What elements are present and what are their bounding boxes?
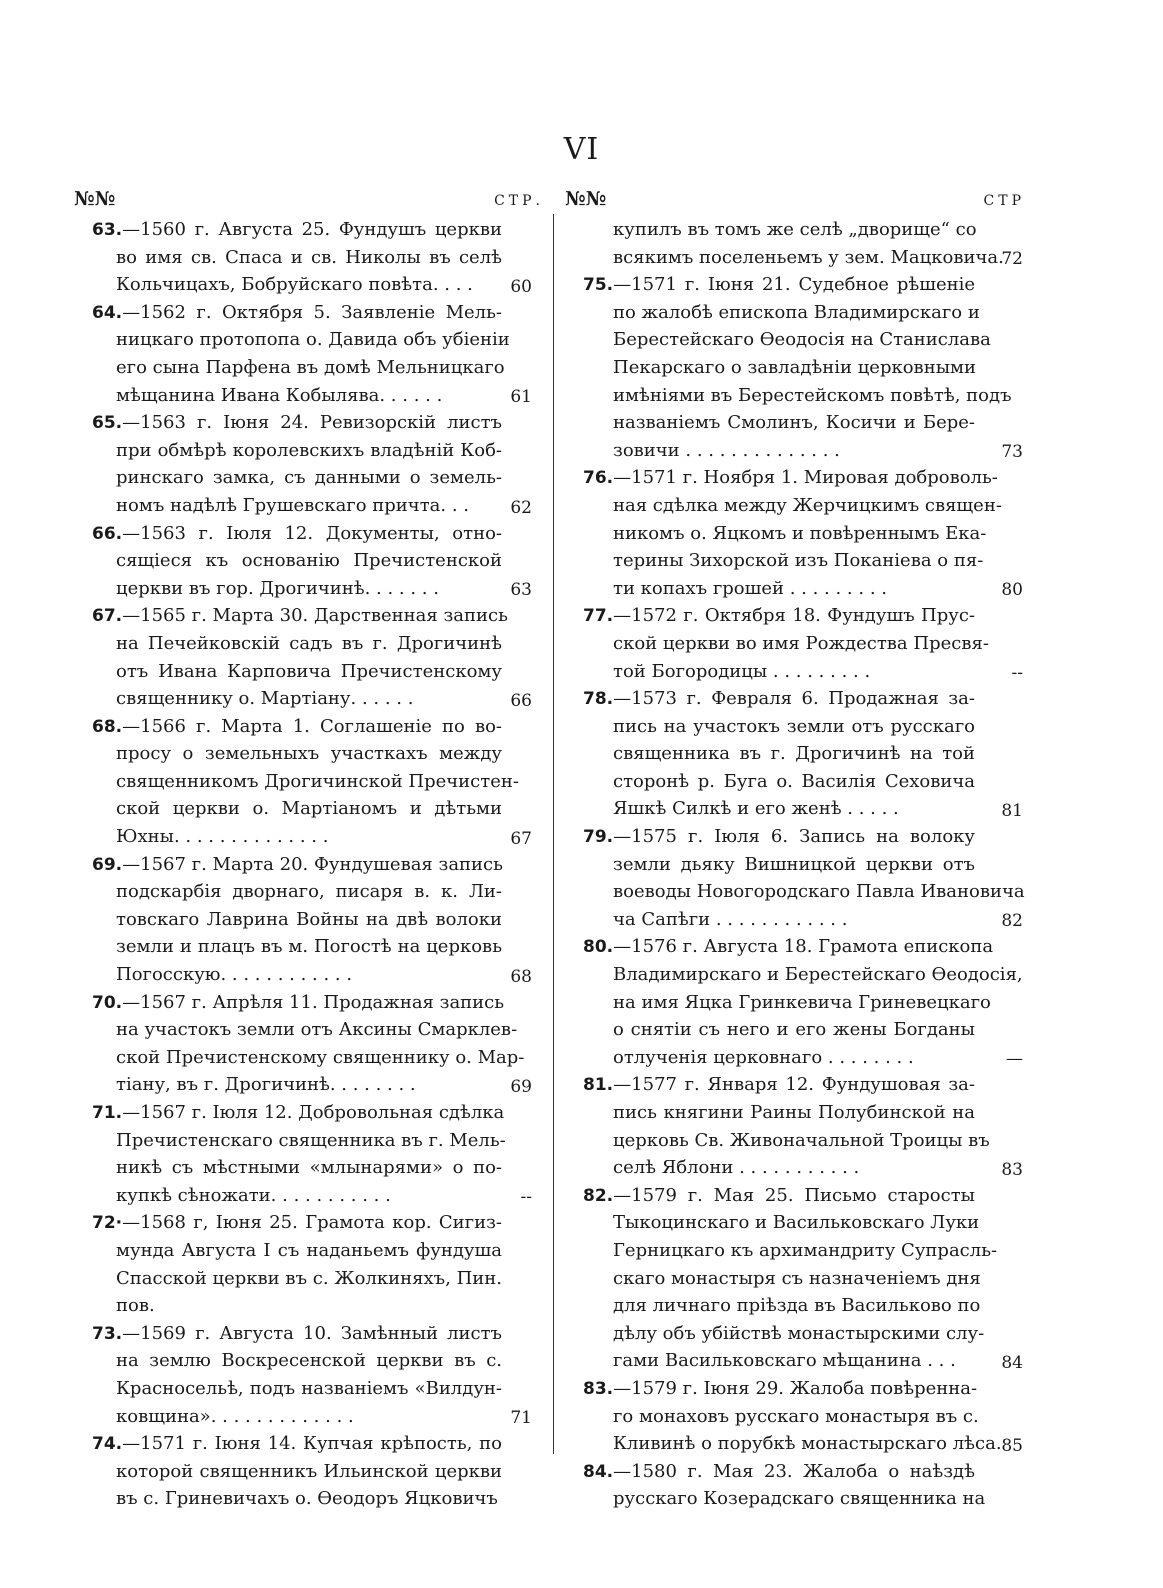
entry-text: ницкаго протопопа о. Давида объ убіеніи [116, 329, 510, 351]
entry-number: 66. [92, 523, 123, 544]
entry-line [74, 271, 502, 299]
toc-entry [74, 1320, 544, 1430]
entry-text: ской церкви о. Мартіаномъ и дѣтьми [116, 798, 502, 820]
toc-entry [565, 271, 1025, 464]
entry-text: никѣ съ мѣстными «млынарями» о по- [116, 1157, 502, 1179]
entry-text: Кольчицахъ, Бобруйскаго повѣта. . . . [116, 274, 473, 296]
toc-entry [565, 1182, 1025, 1375]
entry-text: русскаго Козерадскаго священника на [613, 1488, 986, 1510]
entry-text: всякимъ поселеньемъ у зем. Мацковича. [613, 246, 1004, 268]
entry-number: 79. [583, 827, 614, 848]
entry-text: го монаховъ русскаго монастыря въ с. [613, 1405, 979, 1427]
entry-text: —1569 г. Августа 10. Замѣнный листъ [122, 1322, 502, 1344]
entry-line [565, 768, 975, 796]
entry-page-number: 61 [510, 387, 532, 408]
entry-line [74, 492, 502, 520]
toc-entry [74, 1209, 544, 1319]
entry-line [565, 1209, 980, 1237]
entry-text: —1573 г. Февраля 6. Продажная за- [613, 688, 975, 710]
entry-text: Пречистенскаго священника въ г. Мель- [116, 1129, 506, 1151]
entry-number: 84. [583, 1461, 614, 1482]
entry-page-number: 63 [510, 580, 532, 601]
entry-line [565, 1458, 975, 1486]
entry-page-number: 81 [1001, 801, 1023, 822]
entry-text: его сына Парфена въ домѣ Мельницкаго [116, 356, 505, 378]
entry-page-number: — [1006, 1049, 1023, 1070]
toc-entry [565, 823, 1025, 933]
entry-text: купилъ въ томъ же селѣ „дворище“ со [613, 219, 977, 240]
entry-text: просу о земельныхъ участкахъ между [116, 743, 502, 765]
entry-line [74, 1430, 502, 1458]
entry-line [565, 575, 975, 603]
entry-page-number: 60 [510, 276, 532, 297]
toc-entry [565, 1458, 1025, 1513]
entry-text: —1572 г. Октября 18. Фундушъ Прус- [613, 605, 975, 627]
entry-text: на имя Яцка Гринкевича Гриневецкаго [613, 991, 991, 1013]
entry-text: —1576 г. Августа 18. Грамота епископа [613, 936, 994, 958]
toc-entry [74, 602, 544, 712]
entry-page-number: 72 [1001, 249, 1023, 270]
entry-text: въ с. Гриневичахъ о. Ѳеодоръ Яцковичъ [116, 1488, 498, 1510]
entry-text: селѣ Яблони . . . . . . . . . . . [613, 1157, 860, 1179]
entry-line [74, 1154, 502, 1182]
toc-entry [74, 989, 544, 1099]
entry-text: —1571 г. Ноября 1. Мировая доброволь- [613, 467, 998, 489]
entry-line [565, 1182, 975, 1210]
entry-number: 63. [92, 220, 123, 240]
entry-line [74, 768, 519, 796]
entry-line [74, 437, 502, 465]
entry-line [74, 823, 502, 851]
entry-text: священникомъ Дрогичинской Пречистен- [116, 770, 519, 792]
entry-text: сторонѣ р. Буга о. Василія Сеховича [613, 770, 975, 792]
entry-page-number: 66 [510, 690, 532, 711]
entry-line [74, 713, 502, 741]
entry-text: отъ Ивана Карповича Пречистенскому [116, 660, 502, 682]
entry-line [565, 1292, 981, 1320]
toc-entry [565, 1375, 1025, 1458]
entry-text: Берестейскаго Ѳеодосія на Станислава [613, 329, 991, 351]
entry-text: номъ надѣлѣ Грушевскаго причта. . . [116, 494, 470, 516]
entry-text: —1579 г. Мая 25. Письмо старосты [613, 1184, 975, 1206]
entry-line [565, 1071, 975, 1099]
entry-text: церкви въ гор. Дрогичинѣ. . . . . . . [116, 577, 439, 599]
entry-number: 64. [92, 302, 123, 323]
entry-line [74, 575, 502, 603]
toc-entry [565, 464, 1025, 602]
toc-entry [74, 520, 544, 603]
right-number-label: №№ [565, 188, 607, 210]
entry-text: Погосскую. . . . . . . . . . . . [116, 964, 353, 986]
entry-text: на землю Воскресенской церкви въ с. [116, 1350, 502, 1372]
entry-text: при обмѣрѣ королевскихъ владѣній Коб- [116, 439, 502, 461]
entry-text: —1568 г, Іюня 25. Грамота кор. Сигиз- [122, 1212, 502, 1234]
toc-entry [565, 216, 1025, 271]
entry-text: церковь Св. Живоначальной Троицы въ [613, 1129, 990, 1151]
entry-number: 82. [583, 1185, 614, 1206]
entry-text: ная сдѣлка между Жерчицкимъ священ- [613, 494, 1002, 516]
entry-line [565, 271, 975, 299]
entry-line [565, 878, 1025, 906]
entry-number: 81. [583, 1075, 614, 1096]
entry-line [74, 1265, 502, 1293]
entry-line [565, 492, 1002, 520]
entry-text: воеводы Новогородскаго Павла Ивановича [613, 881, 1025, 903]
entry-text: имѣніями въ Берестейскомъ повѣтѣ, подъ [613, 384, 1012, 406]
entry-line [74, 354, 505, 382]
right-entry-list [565, 216, 1025, 1513]
page-number: VI [563, 132, 600, 167]
entry-number: 71. [92, 1103, 123, 1123]
entry-line [565, 1485, 986, 1513]
entry-line [74, 1347, 502, 1375]
entry-line [74, 989, 505, 1017]
entry-line [565, 354, 975, 382]
entry-text: —1563 г. Іюня 24. Ревизорскій листъ [122, 412, 502, 434]
entry-line [74, 1016, 518, 1044]
entry-page-number: 62 [510, 497, 532, 518]
entry-text: Спасской церкви въ с. Жолкиняхъ, Пин. [116, 1267, 502, 1289]
entry-text: товскаго Лаврина Войны на двѣ волоки [116, 908, 502, 930]
entry-text: подскарбія дворнаго, писаря в. к. Ли- [116, 881, 502, 903]
entry-text: Пекарскаго о завладѣніи церковными [613, 356, 977, 378]
entry-number: 72· [92, 1213, 123, 1234]
entry-line [74, 602, 508, 630]
entry-text: гами Васильковскаго мѣщанина . . . [613, 1350, 956, 1372]
entry-line [565, 547, 984, 575]
entry-text: скаго монастыря съ назначеніемъ дня [613, 1267, 981, 1289]
entry-text: —1562 г. Октября 5. Заявленіе Мель- [122, 301, 502, 323]
toc-entry [74, 409, 544, 519]
entry-line [74, 1375, 502, 1403]
entry-line [74, 216, 502, 244]
entry-line [74, 520, 502, 548]
entry-number: 80. [583, 937, 614, 958]
entry-line [565, 244, 1004, 272]
entry-text: пись княгини Раины Полубинской на [613, 1102, 975, 1123]
left-column-header [74, 188, 544, 216]
entry-number: 74. [92, 1434, 123, 1455]
entry-text: —1571 г. Іюня 14. Купчая крѣпость, по [122, 1433, 502, 1455]
entry-text: дѣлу объ убійствѣ монастырскими слу- [613, 1322, 985, 1344]
entry-line [74, 685, 502, 713]
toc-entry [74, 713, 544, 851]
entry-line [565, 1265, 981, 1293]
entry-text: —1563 г. Іюля 12. Документы, отно- [122, 522, 502, 544]
entry-text: Тыкоцинскаго и Васильковскаго Луки [613, 1212, 980, 1234]
entry-text: мѣщанина Ивана Кобылява. . . . . . [116, 384, 443, 406]
entry-line [565, 1403, 979, 1431]
entry-line [74, 244, 502, 272]
entry-text: священнику о. Мартіану. . . . . . [116, 688, 414, 710]
left-entry-list [74, 216, 544, 1513]
entry-page-number: 67 [510, 828, 532, 849]
entry-text: той Богородицы . . . . . . . . . [613, 660, 871, 682]
entry-text: названіемъ Смолинъ, Косичи и Бере- [613, 412, 975, 434]
entry-text: —1560 г. Августа 25. Фундушъ церкви [122, 219, 502, 240]
entry-line [74, 1458, 502, 1486]
entry-text: по жалобѣ епископа Владимирскаго и [613, 301, 980, 323]
entry-line [565, 740, 975, 768]
entry-text: сящіеся къ основанію Пречистенской [116, 550, 502, 572]
entry-line [74, 1182, 502, 1210]
entry-line [565, 961, 1023, 989]
entry-text: —1577 г. Января 12. Фундушовая за- [613, 1074, 975, 1096]
entry-line [565, 1375, 978, 1403]
entry-text: —1579 г. Іюня 29. Жалоба повѣренна- [613, 1377, 978, 1399]
entry-text: земли дьяку Вишницкой церкви отъ [613, 853, 975, 875]
entry-line [565, 1099, 975, 1127]
entry-line [74, 1292, 502, 1320]
entry-line [565, 933, 994, 961]
entry-number: 76. [583, 468, 614, 489]
entry-line [565, 299, 980, 327]
right-column-header [565, 188, 1025, 216]
entry-number: 83. [583, 1378, 614, 1399]
entry-line [565, 823, 975, 851]
entry-line [74, 547, 502, 575]
entry-text: —1567 г. Апрѣля 11. Продажная запись [122, 991, 505, 1013]
entry-line [565, 713, 975, 741]
entry-line [74, 795, 502, 823]
left-number-label: №№ [74, 188, 116, 210]
entry-text: —1575 г. Іюля 6. Запись на волоку [613, 826, 975, 848]
entry-text: никомъ о. Яцкомъ и повѣреннымъ Ека- [613, 522, 987, 544]
entry-text: —1566 г. Марта 1. Соглашеніе по во- [122, 715, 502, 737]
entry-line [74, 382, 502, 410]
entry-line [565, 1347, 975, 1375]
entry-text: пись на участокъ земли отъ русскаго [613, 715, 975, 737]
right-column [565, 188, 1025, 1513]
left-column [74, 188, 544, 1513]
entry-line [74, 906, 502, 934]
left-pages-label: СТР. [494, 193, 544, 209]
entry-text: ча Сапѣги . . . . . . . . . . . . [613, 908, 848, 930]
entry-line [565, 1320, 985, 1348]
entry-text: терины Зихорской изъ Поканіева о пя- [613, 550, 984, 572]
entry-line [565, 851, 975, 879]
entry-line [74, 1071, 502, 1099]
entry-line [565, 989, 991, 1017]
entry-line [74, 1099, 505, 1127]
entry-line [74, 878, 502, 906]
entry-line [74, 464, 502, 492]
entry-line [74, 1237, 502, 1265]
toc-entry [74, 1430, 544, 1513]
entry-text: купкѣ сѣножати. . . . . . . . . . . [116, 1184, 391, 1206]
entry-line [74, 299, 502, 327]
entry-text: Кливинѣ о порубкѣ монастырскаго лѣса. [613, 1433, 1002, 1455]
toc-entry [565, 602, 1025, 685]
entry-line [74, 409, 502, 437]
entry-line [565, 906, 975, 934]
column-divider [553, 214, 554, 1454]
entry-line [565, 437, 975, 465]
entry-text: Владимирскаго и Берестейскаго Ѳеодосія, [613, 964, 1023, 986]
entry-number: 75. [583, 275, 614, 296]
toc-entry [74, 851, 544, 989]
entry-text: ти копахъ грошей . . . . . . . . . [613, 577, 887, 599]
entry-text: —1567 г. Марта 20. Фундушевая запись [122, 853, 503, 875]
entry-number: 67. [92, 606, 123, 627]
entry-line [565, 602, 975, 630]
entry-line [74, 1127, 506, 1155]
toc-entry [74, 216, 544, 299]
entry-line [74, 1320, 502, 1348]
entry-page-number: 83 [1001, 1159, 1023, 1180]
entry-text: которой священникъ Ильинской церкви [116, 1460, 502, 1482]
entry-page-number: 82 [1001, 911, 1023, 932]
entry-text: —1567 г. Іюля 12. Добровольная сдѣлка [122, 1102, 505, 1123]
entry-line [74, 933, 502, 961]
right-pages-label: СТР [983, 193, 1025, 209]
entry-line [565, 1016, 975, 1044]
entry-line [565, 1154, 975, 1182]
entry-text: о снятіи съ него и его жены Богданы [613, 1019, 975, 1041]
entry-page-number: 80 [1001, 580, 1023, 601]
entry-line [565, 382, 1012, 410]
entry-number: 70. [92, 992, 123, 1013]
entry-text: пов. [116, 1295, 155, 1317]
entry-line [565, 464, 998, 492]
entry-text: ской церкви во имя Рождества Пресвя- [613, 632, 989, 654]
entry-line [565, 520, 987, 548]
entry-page-number: -- [1011, 663, 1023, 684]
toc-entry [74, 1099, 544, 1209]
entry-line [565, 1044, 975, 1072]
entry-text: ринскаго замка, съ данными о земель- [116, 467, 502, 489]
entry-line [74, 658, 502, 686]
toc-entry [565, 685, 1025, 823]
entry-text: ской Пречистенскому священнику о. Мар- [116, 1046, 525, 1068]
entry-page-number: 73 [1001, 442, 1023, 463]
toc-entry [565, 933, 1025, 1071]
entry-number: 77. [583, 606, 614, 627]
entry-line [565, 1127, 990, 1155]
entry-text: священника въ г. Дрогичинѣ на той [613, 743, 975, 765]
entry-text: во имя св. Спаса и св. Николы въ селѣ [116, 246, 502, 268]
entry-line [565, 1430, 1002, 1458]
entry-text: на Печейковскій садъ въ г. Дрогичинѣ [116, 632, 502, 654]
entry-line [565, 630, 989, 658]
entry-line [74, 851, 502, 879]
entry-line [565, 326, 991, 354]
entry-text: земли и плацъ въ м. Погостѣ на церковь [116, 936, 502, 958]
entry-page-number: -- [520, 1187, 532, 1208]
entry-text: Красносельѣ, подъ названіемъ «Вилдун- [116, 1377, 502, 1399]
entry-text: Яшкѣ Силкѣ и его женѣ . . . . . [613, 798, 899, 820]
entry-text: отлученія церковнаго . . . . . . . . [613, 1046, 914, 1068]
entry-line [74, 961, 502, 989]
entry-page-number: 69 [510, 1077, 532, 1097]
entry-line [74, 1044, 525, 1072]
entry-line [565, 409, 975, 437]
entry-text: —1565 г. Марта 30. Дарственная запись [122, 605, 508, 627]
entry-text: на участокъ земли отъ Аксины Смарклев- [116, 1019, 518, 1041]
entry-text: для личнаго пріѣзда въ Васильково по [613, 1295, 981, 1317]
entry-text: —1580 г. Мая 23. Жалоба о наѣздѣ [613, 1460, 975, 1482]
entry-line [74, 1485, 502, 1513]
entry-line [74, 1209, 502, 1237]
entry-line [565, 658, 975, 686]
entry-line [74, 1403, 502, 1431]
entry-line [74, 740, 502, 768]
entry-text: —1571 г. Іюня 21. Судебное рѣшеніе [613, 274, 975, 296]
entry-line [74, 630, 502, 658]
entry-line [565, 216, 975, 244]
entry-text: тіану, въ г. Дрогичинѣ. . . . . . . . [116, 1074, 416, 1096]
entry-page-number: 71 [510, 1408, 532, 1429]
entry-page-number: 84 [1001, 1352, 1023, 1373]
entry-text: Юхны. . . . . . . . . . . . . . [116, 826, 329, 848]
entry-line [565, 795, 975, 823]
entry-number: 65. [92, 413, 123, 434]
entry-page-number: 85 [1001, 1435, 1023, 1456]
entry-line [74, 326, 510, 354]
entry-number: 69. [92, 854, 123, 875]
entry-number: 73. [92, 1323, 123, 1344]
toc-entry [565, 1071, 1025, 1181]
entry-page-number: 68 [510, 966, 532, 987]
entry-line [565, 685, 975, 713]
entry-text: мунда Августа I съ наданьемъ фундуша [116, 1239, 502, 1261]
entry-number: 78. [583, 689, 614, 710]
toc-entry [74, 299, 544, 409]
entry-text: ковщина». . . . . . . . . . . . . [116, 1405, 354, 1427]
entry-line [565, 1237, 998, 1265]
entry-text: Герницкаго къ архимандриту Супрасль- [613, 1239, 998, 1261]
entry-text: зовичи . . . . . . . . . . . . . . [613, 439, 840, 461]
entry-number: 68. [92, 716, 123, 737]
